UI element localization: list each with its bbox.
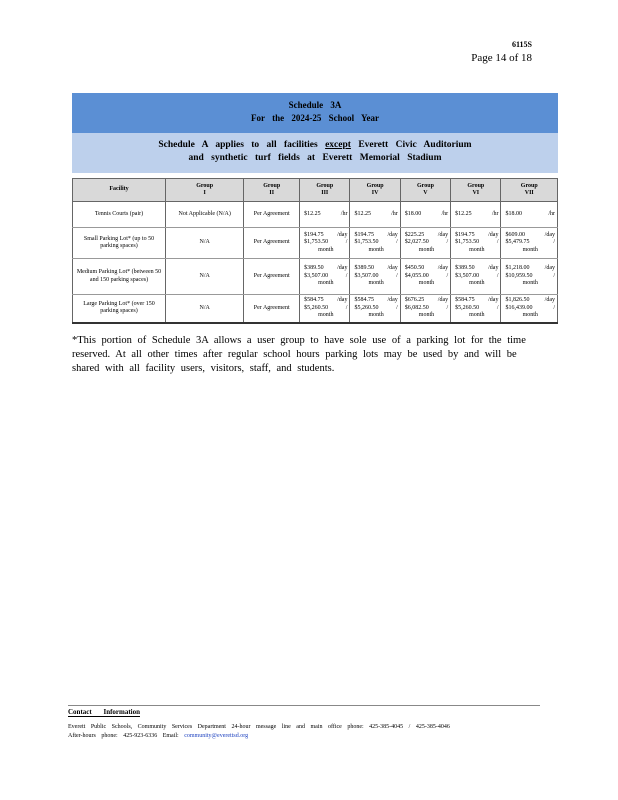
group-7-cell: $1,826.50 /day $16,439.00 / month (501, 295, 558, 323)
group-4-cell: $12.25 /hr (350, 202, 400, 228)
group-5-cell: $450.50 /day $4,055.00 / month (400, 259, 450, 295)
after-hours-text: After-hours phone: 425-923-6336 Email: (68, 733, 179, 739)
col-header-group-6: Group VI (451, 179, 501, 202)
group-4-cell: $584.75 /day $5,260.50 / month (350, 295, 400, 323)
group-3-cell: $194.75 /day $1,753.50 / month (300, 228, 350, 259)
col-header-group-2: Group II (244, 179, 300, 202)
scope-line-1 (72, 139, 558, 152)
scope-text-a: Schedule A applies to all facilities (158, 140, 318, 150)
group-3-cell: $389.50 /day $3,507.00 / month (300, 259, 350, 295)
group-6-cell: $584.75 /day $5,260.50 / month (451, 295, 501, 323)
group-2-cell: Per Agreement (244, 202, 300, 228)
group-1-cell: N/A (166, 228, 244, 259)
scope-except: except (325, 140, 351, 150)
col-header-group-7: Group VII (501, 179, 558, 202)
group-6-cell: $12.25 /hr (451, 202, 501, 228)
fee-table (72, 178, 558, 324)
scope-line-2: and synthetic turf fields at Everett Memorial Stadium (188, 153, 442, 163)
footer-contact-line: Everett Public Schools, Community Services Department 24-hour message line and main office phone: 425-385-4045 / 425-385-4046 (68, 724, 450, 730)
group-2-cell: Per Agreement (244, 259, 300, 295)
group-1-cell: N/A (166, 259, 244, 295)
group-7-cell: $609.00 /day $5,479.75 / month (501, 228, 558, 259)
group-3-cell: $584.75 /day $5,260.50 / month (300, 295, 350, 323)
school-year-title: For the 2024-25 School Year (251, 113, 379, 123)
col-header-facility: Facility (73, 179, 166, 202)
footer-after-hours-line (68, 733, 248, 739)
fee-table-header-row (73, 179, 558, 202)
schedule-title: Schedule 3A (288, 100, 342, 110)
email-link[interactable]: community@everettsd.org (184, 733, 249, 739)
group-7-cell: $1,218.00 /day $10,959.50 / month (501, 259, 558, 295)
facility-cell: Medium Parking Lot* (between 50 and 150 parking spaces) (73, 259, 166, 295)
group-6-cell: $389.50 /day $3,507.00 / month (451, 259, 501, 295)
table-row (73, 295, 558, 323)
scope-text-b: Everett Civic Auditorium (358, 140, 472, 150)
schedule-scope-band (72, 133, 558, 173)
group-6-cell: $194.75 /day $1,753.50 / month (451, 228, 501, 259)
col-header-group-1: Group I (166, 179, 244, 202)
group-5-cell: $18.00 /hr (400, 202, 450, 228)
group-5-cell: $676.25 /day $6,082.50 / month (400, 295, 450, 323)
col-header-group-5: Group V (400, 179, 450, 202)
group-2-cell: Per Agreement (244, 228, 300, 259)
col-header-group-4: Group IV (350, 179, 400, 202)
group-5-cell: $225.25 /day $2,027.50 / month (400, 228, 450, 259)
footer-divider (68, 705, 540, 706)
col-header-group-3: Group III (300, 179, 350, 202)
group-4-cell: $194.75 /day $1,753.50 / month (350, 228, 400, 259)
table-row (73, 259, 558, 295)
footer-heading: Contact Information (68, 708, 141, 716)
policy-code: 6115S (511, 40, 532, 49)
facility-cell: Large Parking Lot* (over 150 parking spaces) (73, 295, 166, 323)
group-4-cell: $389.50 /day $3,507.00 / month (350, 259, 400, 295)
parking-footnote: *This portion of Schedule 3A allows a user group to have sole use of a parking lot for the time reserved. At all other times after regular school hours parking lots may be used by and will be shared with all facility users, visitors, staff, and students. (72, 335, 526, 374)
page-number: Page 14 of 18 (471, 52, 532, 64)
schedule-title-band (72, 93, 558, 133)
group-2-cell: Per Agreement (244, 295, 300, 323)
facility-cell: Small Parking Lot* (up to 50 parking spaces) (73, 228, 166, 259)
group-3-cell: $12.25 /hr (300, 202, 350, 228)
group-1-cell: Not Applicable (N/A) (166, 202, 244, 228)
table-row (73, 228, 558, 259)
group-1-cell: N/A (166, 295, 244, 323)
table-row (73, 202, 558, 228)
facility-cell: Tennis Courts (pair) (73, 202, 166, 228)
group-7-cell: $18.00 /hr (501, 202, 558, 228)
